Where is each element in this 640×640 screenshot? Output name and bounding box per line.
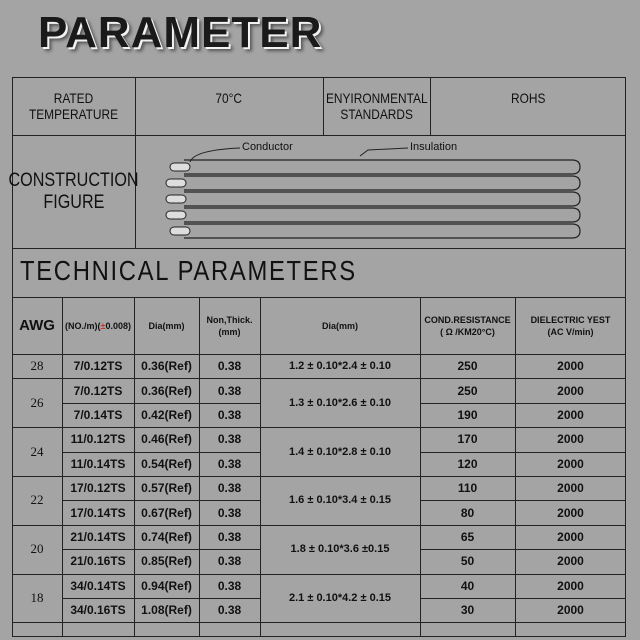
dielectric-cell: 2000: [557, 407, 584, 422]
strand-cell: 34/0.16TS: [70, 603, 126, 618]
thickness-cell: 0.38: [217, 578, 242, 593]
conductor-dia-cell: 0.94(Ref): [141, 578, 192, 593]
ribbon-cable-figure: [150, 138, 590, 248]
thickness-cell: 0.38: [217, 359, 242, 374]
dielectric-cell: 2000: [557, 456, 584, 471]
rated-temperature-value: 70°C: [215, 90, 243, 106]
strand-cell: 7/0.12TS: [73, 359, 123, 374]
thickness-cell: 0.38: [217, 603, 242, 618]
conductor-dia-cell: 0.54(Ref): [141, 456, 192, 471]
awg-cell: 20: [30, 541, 44, 557]
strand-cell: 17/0.14TS: [70, 505, 126, 520]
section-title: TECHNICAL PARAMETERS: [20, 255, 357, 286]
conductor-dia-cell: 0.42(Ref): [141, 407, 192, 422]
awg-cell: 28: [30, 358, 44, 374]
conductor-dia-cell: 0.67(Ref): [141, 505, 192, 520]
strand-cell: 34/0.14TS: [70, 578, 126, 593]
dielectric-header: DIELECTRIC YEST (AC V/min): [530, 314, 611, 337]
strand-cell: 21/0.14TS: [70, 529, 126, 544]
thickness-cell: 0.38: [217, 554, 242, 569]
resistance-cell: 170: [457, 432, 478, 447]
conductor-dia-cell: 0.36(Ref): [141, 383, 192, 398]
resistance-cell: 190: [457, 407, 478, 422]
thickness-cell: 0.38: [217, 505, 242, 520]
thickness-cell: 0.38: [217, 481, 242, 496]
conductor-dia-cell: 0.85(Ref): [141, 554, 192, 569]
overall-dia-cell: 1.2 ± 0.10*2.4 ± 0.10: [289, 360, 391, 373]
group-divider: [12, 622, 626, 623]
resistance-cell: 65: [460, 529, 475, 544]
cable-wire: [184, 208, 580, 222]
conductor-end: [170, 227, 190, 235]
dielectric-cell: 2000: [557, 481, 584, 496]
conductor-end: [166, 211, 186, 219]
overall-dia-cell: 1.6 ± 0.10*3.4 ± 0.15: [289, 494, 391, 507]
awg-cell: 22: [30, 492, 44, 508]
resistance-cell: 40: [460, 578, 475, 593]
resistance-cell: 30: [460, 603, 475, 618]
conductor-dia-cell: 0.74(Ref): [141, 529, 192, 544]
construction-figure-label: CONSTRUCTION FIGURE: [8, 169, 139, 213]
strand-cell: 7/0.12TS: [73, 383, 123, 398]
thickness-cell: 0.38: [217, 529, 242, 544]
cable-wire: [184, 224, 580, 238]
dielectric-cell: 2000: [557, 432, 584, 447]
overall-dia-cell: 1.4 ± 0.10*2.8 ± 0.10: [289, 445, 391, 458]
resistance-header: COND.RESISTANCE ( Ω /KM20°C): [424, 314, 511, 337]
conductor-end: [170, 163, 190, 171]
overall-dia-cell: 1.3 ± 0.10*2.6 ± 0.10: [289, 396, 391, 409]
dielectric-cell: 2000: [557, 359, 584, 374]
thickness-cell: 0.38: [217, 456, 242, 471]
dielectric-cell: 2000: [557, 554, 584, 569]
conductor-dia-header: Dia(mm): [148, 320, 185, 331]
resistance-cell: 250: [457, 359, 478, 374]
conductor-dia-cell: 0.57(Ref): [141, 481, 192, 496]
environmental-standards-value: ROHS: [510, 90, 546, 106]
conductor-label: Conductor: [242, 141, 293, 153]
awg-header: AWG: [19, 317, 55, 334]
strand-cell: 11/0.12TS: [70, 432, 126, 447]
cable-wire: [184, 176, 580, 190]
overall-dia-cell: 1.8 ± 0.10*3.6 ±0.15: [290, 543, 390, 556]
dielectric-cell: 2000: [557, 505, 584, 520]
conductor-dia-cell: 0.46(Ref): [141, 432, 192, 447]
dielectric-cell: 2000: [557, 578, 584, 593]
conductor-end: [166, 179, 186, 187]
resistance-cell: 110: [457, 481, 478, 496]
dielectric-cell: 2000: [557, 603, 584, 618]
strand-cell: 7/0.14TS: [73, 407, 123, 422]
divider: [12, 248, 626, 249]
dielectric-cell: 2000: [557, 529, 584, 544]
awg-cell: 24: [30, 443, 44, 459]
insulation-leader-line: [360, 148, 408, 156]
strand-cell: 11/0.14TS: [70, 456, 126, 471]
resistance-cell: 80: [460, 505, 475, 520]
resistance-cell: 50: [460, 554, 475, 569]
environmental-standards-label: ENYIRONMENTAL STANDARDS: [325, 90, 428, 122]
conductor-dia-cell: 0.36(Ref): [141, 359, 192, 374]
overall-dia-header: Dia(mm): [321, 320, 358, 331]
insulation-label: Insulation: [410, 141, 458, 153]
conductor-end: [166, 195, 186, 203]
strand-cell: 17/0.12TS: [70, 481, 126, 496]
cable-wire: [184, 192, 580, 206]
awg-cell: 18: [30, 589, 44, 605]
cable-wire: [184, 160, 580, 174]
resistance-cell: 250: [457, 383, 478, 398]
dielectric-cell: 2000: [557, 383, 584, 398]
thickness-cell: 0.38: [217, 383, 242, 398]
conductor-dia-cell: 1.08(Ref): [141, 603, 192, 618]
thickness-cell: 0.38: [217, 432, 242, 447]
overall-dia-cell: 2.1 ± 0.10*4.2 ± 0.15: [289, 591, 391, 604]
strand-cell: 21/0.16TS: [70, 554, 126, 569]
awg-cell: 26: [30, 394, 44, 410]
thickness-header: Non,Thick. (mm): [206, 314, 253, 337]
thickness-cell: 0.38: [217, 407, 242, 422]
strand-header: (NO./m)(±0.008): [65, 320, 131, 331]
page-title: PARAMETER: [38, 8, 323, 57]
resistance-cell: 120: [457, 456, 478, 471]
rated-temperature-label: RATED TEMPERATURE: [28, 90, 119, 122]
